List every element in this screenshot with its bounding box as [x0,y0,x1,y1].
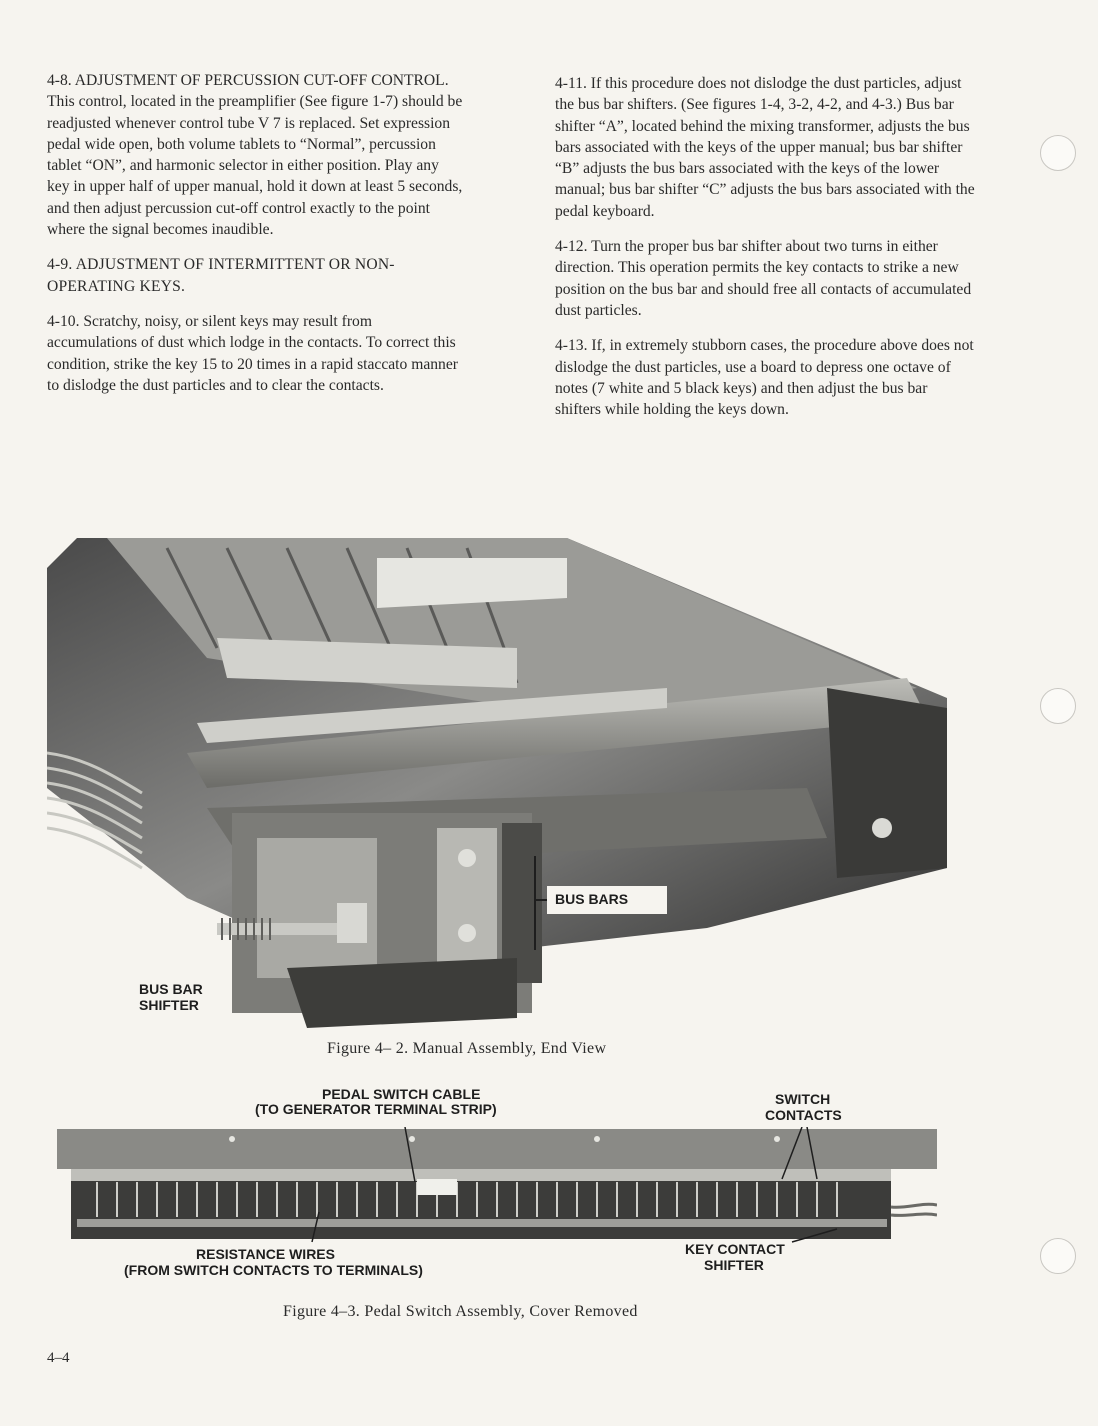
bus-bars-label: BUS BARS [555,891,629,907]
paragraph-4-8: 4-8. ADJUSTMENT OF PERCUSSION CUT-OFF CONTROL. This control, located in the preamplifier (See figure 1-7) should be readjusted whenever control tube V 7 is replaced. Set expression pedal wide open, both volume tablets to “Normal”, percussion tablet “ON”, and harmonic selector in either position. Play any key in upper half of upper manual, hold it down at least 5 seconds, and then adjust percussion cut-off control exactly to the point where the signal becomes inaudible. [47,72,463,239]
resistance-wires-label-line2: (FROM SWITCH CONTACTS TO TERMINALS) [124,1262,423,1278]
bus-bar-shifter-label-line2: SHIFTER [139,997,199,1013]
pedal-switch-cable-label-line1: PEDAL SWITCH CABLE [322,1086,481,1102]
pedal-switch-cable-label-line2: (TO GENERATOR TERMINAL STRIP) [255,1101,497,1117]
paragraph-4-10: 4-10. Scratchy, noisy, or silent keys may result from accumulations of dust which lodge in the contacts. To correct this condition, strike the key 15 to 20 times in a rapid staccato manner to dislodge the dust particles and to clear the contacts. [47,312,458,394]
punch-hole-bottom [1040,1238,1076,1274]
right-text-column [555,73,975,434]
manual-assembly-photo [47,538,958,1038]
punch-hole-top [1040,135,1076,171]
figure-4-3-caption: Figure 4–3. Pedal Switch Assembly, Cover Removed [283,1303,638,1320]
key-contact-shifter-label-line2: SHIFTER [704,1257,764,1273]
paragraph-4-13: 4-13. If, in extremely stubborn cases, the procedure above does not dislodge the dust particles, use a board to depress one octave of notes (7 white and 5 black keys) and then adjust the bus bar shifters while holding the keys down. [555,337,974,419]
page-number: 4–4 [47,1350,70,1366]
left-text-column [47,70,465,410]
switch-contacts-label-line2: CONTACTS [765,1107,842,1123]
paragraph-4-12: 4-12. Turn the proper bus bar shifter about two turns in either direction. This operation permits the key contacts to strike a new position on the bus bar and should free all contacts of accumulated dust particles. [555,238,972,319]
pedal-switch-assembly-photo [57,1127,937,1244]
paragraph-4-11: 4-11. If this procedure does not dislodge the dust particles, adjust the bus bar shifters. (See figures 1-4, 3-2, 4-2, and 4-3.) Bus bar shifter “A”, located behind the mixing transformer, adjusts the bus bars associated with the keys of the upper manual; bus bar shifter “B” adjusts the bus bars associated with the keys of the lower manual; bus bar shifter “C” adjusts the bus bars associated with the pedal keyboard. [555,75,975,220]
resistance-wires-label-line1: RESISTANCE WIRES [196,1246,335,1262]
key-contact-shifter-label-line1: KEY CONTACT [685,1241,785,1257]
switch-contacts-label-line1: SWITCH [775,1091,831,1107]
punch-hole-middle [1040,688,1076,724]
heading-4-9: 4-9. ADJUSTMENT OF INTERMITTENT OR NON-OPERATING KEYS. [47,256,395,295]
figure-4-2-caption: Figure 4– 2. Manual Assembly, End View [327,1040,607,1057]
bus-bar-shifter-label-line1: BUS BAR [139,981,203,997]
